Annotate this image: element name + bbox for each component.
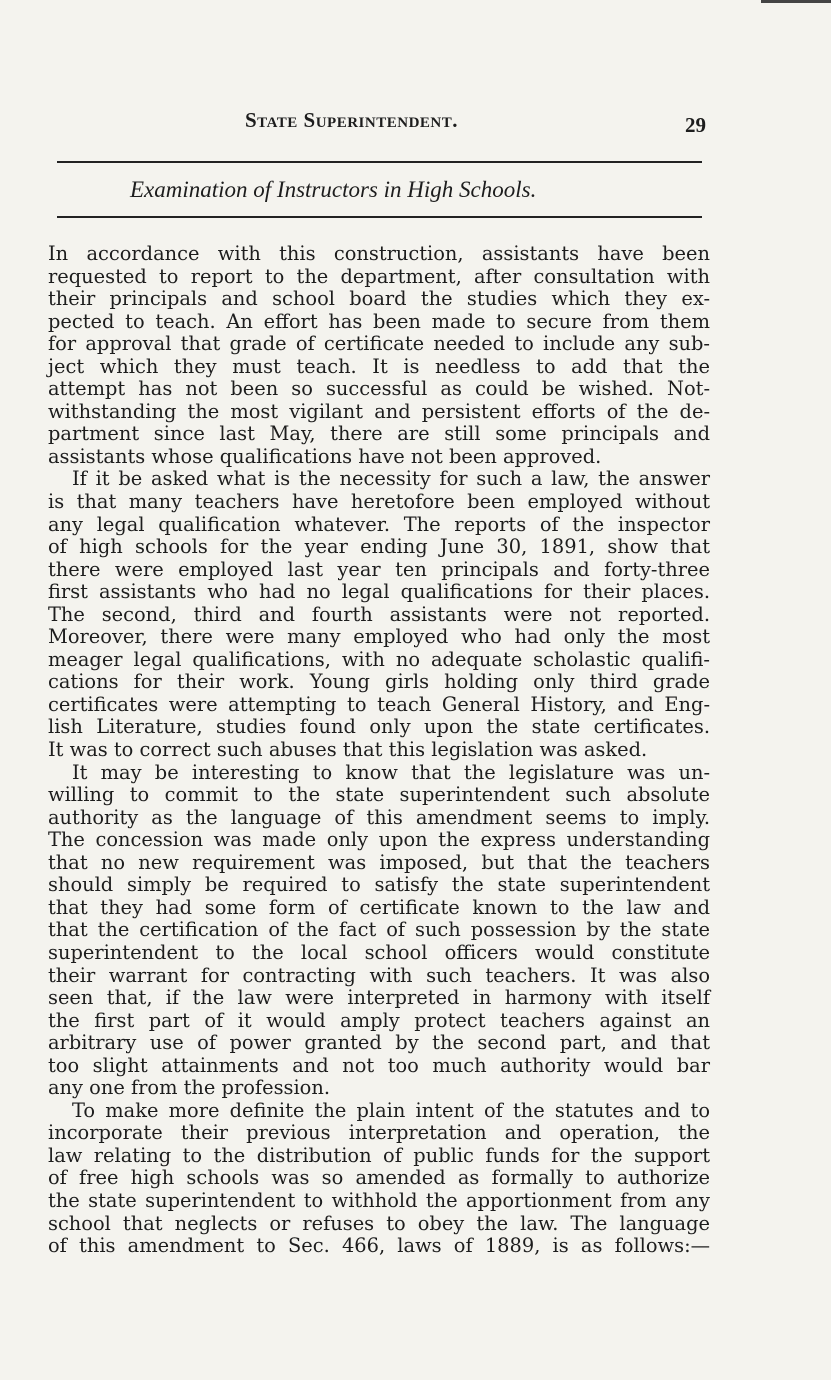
text-line: In accordance with this construction, assistants have been xyxy=(48,242,710,265)
text-line: assistants whose qualifications have not been approved. xyxy=(48,444,602,468)
text-line: the state superintendent to withhold the apportionment from any xyxy=(48,1188,710,1212)
text-line: cations for their work. Young girls holding only third grade xyxy=(48,670,710,694)
corner-rule xyxy=(761,0,831,3)
top-rule xyxy=(57,161,702,163)
body-text xyxy=(48,243,710,1258)
text-line: the first part of it would amply protect teachers against an xyxy=(48,1008,710,1032)
text-line: requested to report to the department, after consultation with xyxy=(48,264,710,288)
text-line: school that neglects or refuses to obey the law. The language xyxy=(48,1211,710,1235)
bottom-rule xyxy=(57,216,702,218)
text-line: for approval that grade of certificate needed to include any sub- xyxy=(48,332,710,356)
text-line: too slight attainments and not too much authority would bar xyxy=(48,1053,710,1077)
text-line: Moreover, there were many employed who had only the most xyxy=(48,625,710,649)
text-line: any legal qualification whatever. The reports of the inspector xyxy=(48,512,710,536)
text-line: that no new requirement was imposed, but that the teachers xyxy=(48,850,710,874)
text-line: first assistants who had no legal qualifications for their places. xyxy=(48,580,710,604)
text-line: It was to correct such abuses that this legislation was asked. xyxy=(48,738,648,762)
section-title: Examination of Instructors in High Schools. xyxy=(130,177,537,202)
text-line: that they had some form of certificate known to the law and xyxy=(48,895,710,919)
text-line: is that many teachers have heretofore been employed without xyxy=(48,490,710,514)
text-line: of high schools for the year ending June 30, 1891, show that xyxy=(48,535,710,559)
text-line: seen that, if the law were interpreted in harmony with itself xyxy=(48,986,710,1010)
text-line: willing to commit to the state superintendent such absolute xyxy=(48,783,710,807)
text-line: any one from the profession. xyxy=(48,1076,330,1100)
text-line: their warrant for contracting with such teachers. It was also xyxy=(48,963,710,987)
text-line: certificates were attempting to teach General History, and Eng- xyxy=(48,692,710,716)
text-line: ject which they must teach. It is needless to add that the xyxy=(48,354,710,378)
text-line: that the certification of the fact of such possession by the state xyxy=(48,918,710,942)
text-line: lish Literature, studies found only upon the state certificates. xyxy=(48,715,710,739)
text-line: of this amendment to Sec. 466, laws of 1889, is as follows:— xyxy=(48,1234,710,1258)
text-line: attempt has not been so successful as could be wished. Not- xyxy=(48,377,710,401)
text-line: partment since last May, there are still some principals and xyxy=(48,422,710,446)
text-line: of free high schools was so amended as formally to authorize xyxy=(48,1166,710,1190)
text-line: authority as the language of this amendment seems to imply. xyxy=(48,805,710,829)
text-line: their principals and school board the studies which they ex- xyxy=(48,287,710,311)
text-line: arbitrary use of power granted by the second part, and that xyxy=(48,1031,710,1055)
text-line: superintendent to the local school officers would constitute xyxy=(48,940,710,964)
text-line: The second, third and fourth assistants were not reported. xyxy=(48,602,710,626)
text-line: withstanding the most vigilant and persistent efforts of the de- xyxy=(48,399,710,423)
text-line: To make more definite the plain intent of the statutes and to xyxy=(72,1098,710,1122)
text-line: If it be asked what is the necessity for such a law, the answer xyxy=(72,467,710,491)
text-line: meager legal qualifications, with no adequate scholastic qualifi- xyxy=(48,647,710,671)
text-line: The concession was made only upon the express understanding xyxy=(48,828,710,852)
text-line: there were employed last year ten principals and forty-three xyxy=(48,557,710,581)
text-line: pected to teach. An effort has been made to secure from them xyxy=(48,309,710,333)
page-number: 29 xyxy=(685,113,706,137)
running-head: State Superintendent. xyxy=(245,108,458,132)
text-line: law relating to the distribution of public funds for the support xyxy=(48,1143,710,1167)
text-line: It may be interesting to know that the legislature was un- xyxy=(72,760,710,784)
text-line: should simply be required to satisfy the state superintendent xyxy=(48,873,710,897)
text-line: incorporate their previous interpretation and operation, the xyxy=(48,1121,710,1145)
